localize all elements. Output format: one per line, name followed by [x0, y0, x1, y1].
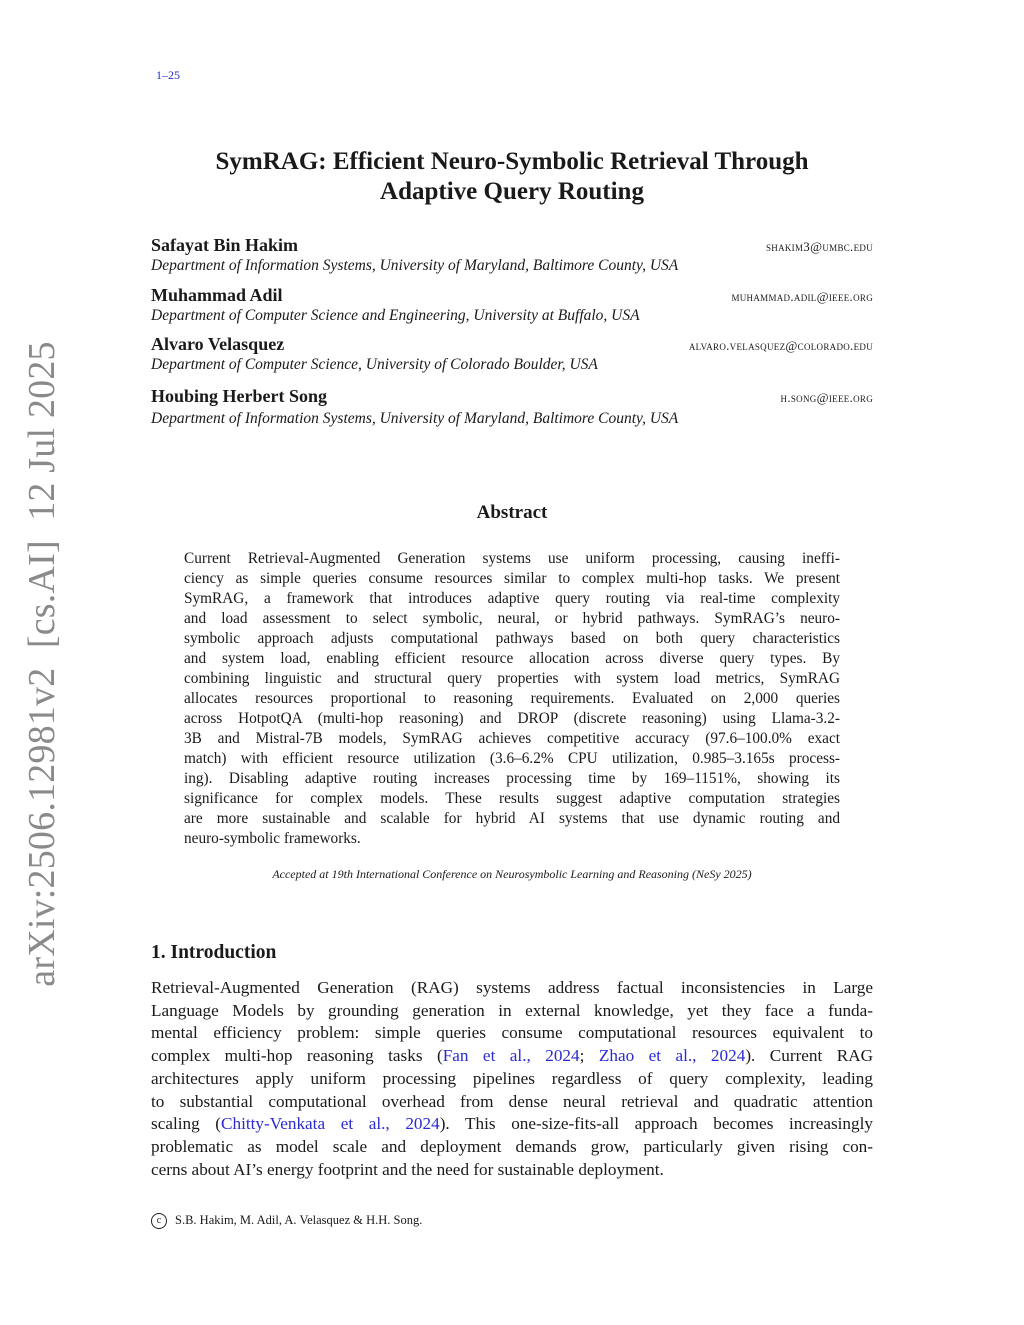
text-span: complex multi-hop reasoning tasks ( [151, 1046, 443, 1066]
introduction-line: Language Models by grounding generation in external knowledge, yet they face a funda- [151, 1000, 873, 1020]
abstract-line: symbolic approach adjusts computational pathways based on both query characteristics [184, 630, 840, 647]
introduction-line: Retrieval-Augmented Generation (RAG) systems address factual inconsistencies in Large [151, 978, 873, 997]
section-heading-introduction: 1. Introduction [151, 942, 277, 963]
abstract-line: ing). Disabling adaptive routing increases processing time by 169–1151%, showing its [184, 770, 840, 787]
abstract-line: SymRAG, a framework that introduces adaptive query routing via real-time complexity [184, 590, 840, 607]
abstract-line: across HotpotQA (multi-hop reasoning) and DROP (discrete reasoning) using Llama-3.2- [184, 710, 840, 727]
introduction-line: architectures apply uniform processing pipelines regardless of query complexity, leading [151, 1068, 873, 1088]
text-span: ; [579, 1046, 599, 1066]
abstract-line: ciency as simple queries consume resources similar to complex multi-hop tasks. We present [184, 570, 840, 587]
author-email: h.song@ieee.org [780, 390, 873, 405]
introduction-line: cerns about AI’s energy footprint and the need for sustainable deployment. [151, 1159, 664, 1179]
citation-link[interactable]: Chitty-Venkata et al., 2024 [221, 1114, 440, 1134]
page-range[interactable]: 1–25 [156, 68, 180, 82]
author-email: alvaro.velasquez@colorado.edu [688, 338, 873, 353]
abstract-heading: Abstract [476, 502, 548, 523]
abstract-line: 3B and Mistral-7B models, SymRAG achieves competitive accuracy (97.6–100.0% exact [184, 730, 840, 747]
author-name: Alvaro Velasquez [151, 334, 285, 354]
text-span: ). This one-size-fits-all approach becomes increasingly [439, 1114, 873, 1134]
abstract-line: allocates resources proportional to reasoning requirements. Evaluated on 2,000 queries [184, 690, 840, 707]
abstract-line: Current Retrieval-Augmented Generation systems use uniform processing, causing ineffi- [184, 550, 840, 567]
abstract-line: are more sustainable and scalable for hybrid AI systems that use dynamic routing and [184, 810, 840, 827]
author-affiliation: Department of Computer Science and Engineering, University at Buffalo, USA [151, 307, 640, 324]
author-name: Safayat Bin Hakim [151, 235, 299, 255]
introduction-line: to substantial computational overhead from dense neural retrieval and quadratic attention [151, 1091, 873, 1111]
introduction-line [151, 1046, 873, 1066]
author-name: Muhammad Adil [151, 285, 283, 305]
abstract-line: combining linguistic and structural query properties with system load metrics, SymRAG [184, 670, 840, 687]
abstract-line: neuro-symbolic frameworks. [184, 830, 361, 847]
author-name: Houbing Herbert Song [151, 386, 328, 406]
introduction-line [151, 1114, 873, 1134]
abstract-line: and system load, enabling efficient resource allocation across diverse query types. By [184, 650, 840, 667]
accepted-note: Accepted at 19th International Conference on Neurosymbolic Learning and Reasoning (NeSy 2025) [272, 867, 752, 881]
citation-link[interactable]: Fan et al., 2024 [442, 1046, 580, 1066]
paper-title-line-1: SymRAG: Efficient Neuro-Symbolic Retrieval Through [215, 148, 809, 175]
copyright-icon: c [151, 1213, 167, 1229]
text-span: ). Current RAG [745, 1046, 874, 1066]
footer-text: S.B. Hakim, M. Adil, A. Velasquez & H.H. Song. [175, 1213, 423, 1227]
author-email: muhammad.adil@ieee.org [731, 289, 873, 304]
arxiv-stamp: arXiv:2506.12981v2 [cs.AI] 12 Jul 2025 [21, 341, 63, 987]
abstract-line: match) with efficient resource utilization (3.6–6.2% CPU utilization, 0.985–3.165s process- [184, 750, 840, 767]
author-affiliation: Department of Information Systems, University of Maryland, Baltimore County, USA [151, 410, 679, 427]
abstract-line: significance for complex models. These results suggest adaptive computation strategies [184, 790, 840, 807]
paper-title-line-2: Adaptive Query Routing [380, 178, 644, 205]
citation-link[interactable]: Zhao et al., 2024 [598, 1046, 746, 1066]
author-affiliation: Department of Information Systems, University of Maryland, Baltimore County, USA [151, 257, 679, 274]
introduction-line: problematic as model scale and deployment demands grow, particularly given rising con- [151, 1136, 873, 1156]
text-span: scaling ( [151, 1114, 222, 1134]
author-affiliation: Department of Computer Science, University of Colorado Boulder, USA [151, 356, 598, 373]
introduction-line: mental efficiency problem: simple queries consume computational resources equivalent to [151, 1023, 873, 1043]
abstract-line: and load assessment to select symbolic, neural, or hybrid pathways. SymRAG’s neuro- [184, 610, 840, 627]
author-email: shakim3@umbc.edu [765, 239, 873, 254]
copyright-footer [151, 1213, 422, 1229]
